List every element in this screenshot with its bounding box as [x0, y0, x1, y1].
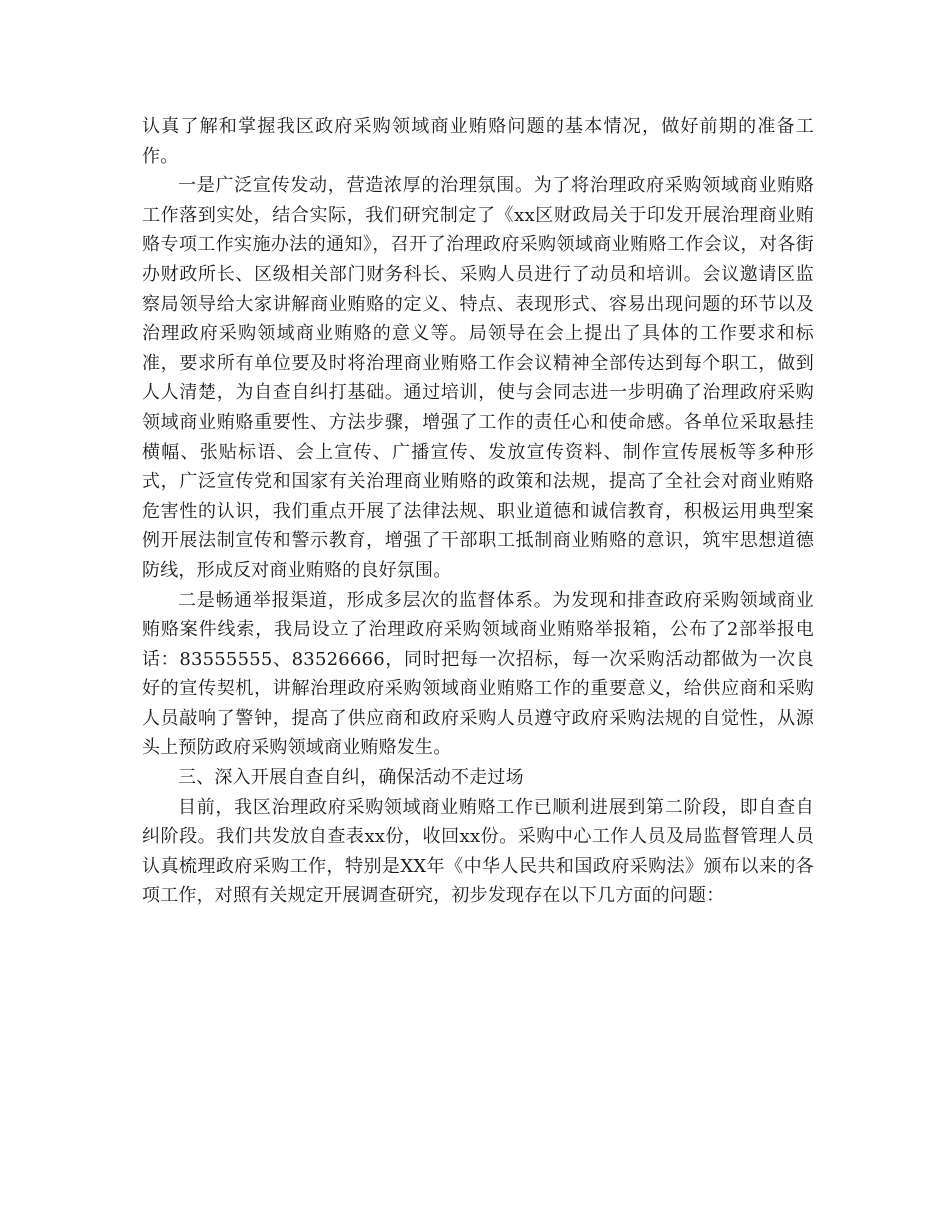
- paragraph-1: 认真了解和掌握我区政府采购领域商业贿赂问题的基本情况，做好前期的准备工作。: [142, 116, 814, 167]
- paragraph-2: 一是广泛宣传发动，营造浓厚的治理氛围。为了将治理政府采购领域商业贿赂工作落到实处，结合实际，我们研究制定了《xx区财政局关于印发开展治理商业贿赂专项工作实施办法的通知》，召开了治理政府采购领域商业贿赂工作会议，对各街办财政所长、区级相关部门财务科长、采购人员进行了动员和培训。会议邀请区监察局领导给大家讲解商业贿赂的定义、特点、表现形式、容易出现问题的环节以及治理政府采购领域商业贿赂的意义等。局领导在会上提出了具体的工作要求和标准，要求所有单位要及时将治理商业贿赂工作会议精神全部传达到每个职工，做到人人清楚，为自查自纠打基础。通过培训，使与会同志进一步明确了治理政府采购领域商业贿赂重要性、方法步骤，增强了工作的责任心和使命感。各单位采取悬挂横幅、张贴标语、会上宣传、广播宣传、发放宣传资料、制作宣传展板等多种形式，广泛宣传党和国家有关治理商业贿赂的政策和法规，提高了全社会对商业贿赂危害性的认识，我们重点开展了法律法规、职业道德和诚信教育，积极运用典型案例开展法制宣传和警示教育，增强了干部职工抵制商业贿赂的意识，筑牢思想道德防线，形成反对商业贿赂的良好氛围。: [142, 175, 814, 581]
- paragraph-3: 二是畅通举报渠道，形成多层次的监督体系。为发现和排查政府采购领域商业贿赂案件线索，我局设立了治理政府采购领域商业贿赂举报箱，公布了2部举报电话：83555555、83526666，同时把每一次招标，每一次采购活动都做为一次良好的宣传契机，讲解治理政府采购领域商业贿赂工作的重要意义，给供应商和采购人员敲响了警钟，提高了供应商和政府采购人员遵守政府采购法规的自觉性，从源头上预防政府采购领域商业贿赂发生。: [142, 589, 814, 759]
- section-heading: 三、深入开展自查自纠，确保活动不走过场: [178, 767, 524, 789]
- document-body: [142, 112, 814, 911]
- paragraph-4: 目前，我区治理政府采购领域商业贿赂工作已顺利进展到第二阶段，即自查自纠阶段。我们共发放自查表xx份，收回xx份。采购中心工作人员及局监督管理人员认真梳理政府采购工作，特别是XX年《中华人民共和国政府采购法》颁布以来的各项工作，对照有关规定开展调查研究，初步发现存在以下几方面的问题：: [142, 796, 814, 907]
